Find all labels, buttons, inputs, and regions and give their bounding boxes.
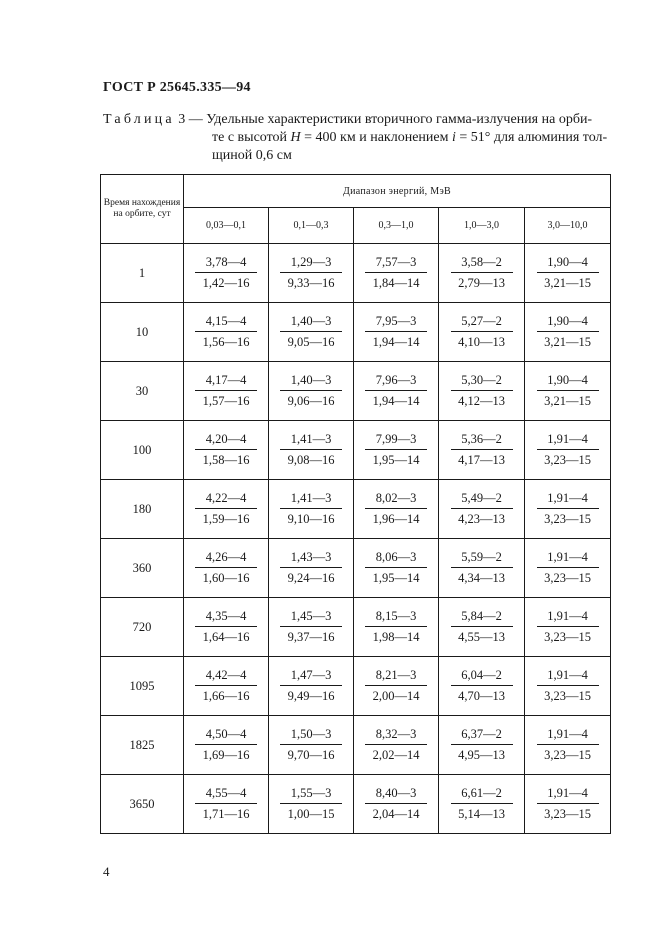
fraction-value bbox=[195, 373, 257, 409]
value-cell bbox=[525, 775, 611, 834]
fraction-value bbox=[280, 668, 342, 704]
value-cell bbox=[184, 480, 269, 539]
value-cell bbox=[269, 421, 354, 480]
fraction-denominator: 1,96—14 bbox=[372, 511, 420, 526]
page-number: 4 bbox=[103, 864, 110, 879]
table-row bbox=[101, 716, 611, 775]
value-cell bbox=[269, 716, 354, 775]
table-row bbox=[101, 480, 611, 539]
fraction-value bbox=[365, 550, 427, 586]
fraction-denominator: 1,95—14 bbox=[372, 570, 420, 585]
time-cell: 10 bbox=[101, 303, 184, 362]
fraction-denominator: 2,02—14 bbox=[372, 747, 420, 762]
value-cell bbox=[354, 362, 439, 421]
fraction-denominator: 9,33—16 bbox=[287, 275, 335, 290]
fraction-numerator: 1,43—3 bbox=[280, 550, 342, 568]
fraction-denominator: 1,64—16 bbox=[202, 629, 250, 644]
range-header-2: 0,1—0,3 bbox=[269, 208, 354, 244]
fraction-value bbox=[451, 609, 513, 645]
time-cell: 100 bbox=[101, 421, 184, 480]
value-cell bbox=[269, 657, 354, 716]
fraction-denominator: 3,21—15 bbox=[544, 275, 591, 290]
value-cell bbox=[184, 716, 269, 775]
fraction-denominator: 1,94—14 bbox=[372, 393, 420, 408]
fraction-value bbox=[195, 432, 257, 468]
fraction-value bbox=[365, 491, 427, 527]
fraction-denominator: 4,17—13 bbox=[458, 452, 505, 467]
value-cell bbox=[354, 421, 439, 480]
time-column-header: Время нахождения на орбите, сут bbox=[101, 175, 184, 244]
energy-range-header: Диапазон энергий, МэВ bbox=[184, 175, 611, 208]
fraction-value bbox=[365, 373, 427, 409]
fraction-value bbox=[280, 255, 342, 291]
fraction-denominator: 3,23—15 bbox=[544, 806, 591, 821]
fraction-denominator: 4,95—13 bbox=[458, 747, 505, 762]
fraction-value bbox=[537, 727, 599, 763]
fraction-value bbox=[451, 314, 513, 350]
fraction-numerator: 5,27—2 bbox=[451, 314, 513, 332]
caption-line3: щиной 0,6 см bbox=[212, 148, 292, 163]
fraction-value bbox=[365, 432, 427, 468]
fraction-denominator: 3,23—15 bbox=[544, 570, 591, 585]
fraction-value bbox=[537, 609, 599, 645]
fraction-denominator: 2,04—14 bbox=[372, 806, 420, 821]
range-header-3: 0,3—1,0 bbox=[354, 208, 439, 244]
fraction-numerator: 1,45—3 bbox=[280, 609, 342, 627]
fraction-denominator: 1,71—16 bbox=[202, 806, 250, 821]
time-cell: 1 bbox=[101, 244, 184, 303]
fraction-denominator: 9,24—16 bbox=[287, 570, 335, 585]
fraction-value bbox=[195, 491, 257, 527]
fraction-denominator: 1,59—16 bbox=[202, 511, 250, 526]
table-row bbox=[101, 657, 611, 716]
fraction-value bbox=[537, 786, 599, 822]
fraction-value bbox=[280, 609, 342, 645]
fraction-denominator: 9,70—16 bbox=[287, 747, 335, 762]
fraction-value bbox=[195, 314, 257, 350]
fraction-denominator: 3,23—15 bbox=[544, 511, 591, 526]
fraction-numerator: 6,04—2 bbox=[451, 668, 513, 686]
fraction-value bbox=[365, 668, 427, 704]
value-cell bbox=[439, 362, 525, 421]
fraction-denominator: 9,05—16 bbox=[287, 334, 335, 349]
table-row bbox=[101, 303, 611, 362]
fraction-numerator: 1,90—4 bbox=[537, 373, 599, 391]
value-cell bbox=[354, 657, 439, 716]
time-cell: 180 bbox=[101, 480, 184, 539]
fraction-denominator: 1,00—15 bbox=[287, 806, 335, 821]
document-header: ГОСТ Р 25645.335—94 bbox=[103, 80, 251, 95]
value-cell bbox=[354, 775, 439, 834]
value-cell bbox=[269, 244, 354, 303]
value-cell bbox=[525, 362, 611, 421]
fraction-denominator: 1,66—16 bbox=[202, 688, 250, 703]
fraction-denominator: 1,94—14 bbox=[372, 334, 420, 349]
fraction-numerator: 5,59—2 bbox=[451, 550, 513, 568]
value-cell bbox=[269, 303, 354, 362]
fraction-numerator: 7,57—3 bbox=[365, 255, 427, 273]
value-cell bbox=[525, 539, 611, 598]
table-row bbox=[101, 539, 611, 598]
fraction-numerator: 1,91—4 bbox=[537, 550, 599, 568]
table-row bbox=[101, 362, 611, 421]
fraction-denominator: 3,21—15 bbox=[544, 393, 591, 408]
fraction-value bbox=[451, 491, 513, 527]
range-header-5: 3,0—10,0 bbox=[525, 208, 611, 244]
time-cell: 720 bbox=[101, 598, 184, 657]
fraction-value bbox=[451, 373, 513, 409]
time-cell: 3650 bbox=[101, 775, 184, 834]
fraction-numerator: 7,95—3 bbox=[365, 314, 427, 332]
fraction-numerator: 6,61—2 bbox=[451, 786, 513, 804]
fraction-numerator: 4,22—4 bbox=[195, 491, 257, 509]
fraction-value bbox=[280, 786, 342, 822]
fraction-numerator: 1,91—4 bbox=[537, 432, 599, 450]
value-cell bbox=[354, 598, 439, 657]
value-cell bbox=[354, 716, 439, 775]
value-cell bbox=[269, 362, 354, 421]
fraction-numerator: 1,91—4 bbox=[537, 786, 599, 804]
fraction-denominator: 5,14—13 bbox=[458, 806, 505, 821]
time-cell: 1095 bbox=[101, 657, 184, 716]
fraction-value bbox=[365, 786, 427, 822]
caption-line1: 3 — Удельные характеристики вторичного гамма-излучения на орби- bbox=[178, 112, 593, 127]
fraction-numerator: 8,40—3 bbox=[365, 786, 427, 804]
value-cell bbox=[439, 480, 525, 539]
fraction-numerator: 5,36—2 bbox=[451, 432, 513, 450]
fraction-numerator: 8,02—3 bbox=[365, 491, 427, 509]
table-row bbox=[101, 775, 611, 834]
fraction-numerator: 7,99—3 bbox=[365, 432, 427, 450]
fraction-numerator: 1,90—4 bbox=[537, 255, 599, 273]
fraction-value bbox=[365, 727, 427, 763]
value-cell bbox=[184, 598, 269, 657]
fraction-denominator: 4,70—13 bbox=[458, 688, 505, 703]
value-cell bbox=[354, 480, 439, 539]
fraction-value bbox=[451, 786, 513, 822]
fraction-value bbox=[451, 432, 513, 468]
fraction-value bbox=[537, 373, 599, 409]
fraction-denominator: 9,10—16 bbox=[287, 511, 335, 526]
value-cell bbox=[269, 480, 354, 539]
fraction-numerator: 4,42—4 bbox=[195, 668, 257, 686]
fraction-numerator: 1,29—3 bbox=[280, 255, 342, 273]
range-header-4: 1,0—3,0 bbox=[439, 208, 525, 244]
fraction-value bbox=[365, 314, 427, 350]
fraction-value bbox=[280, 727, 342, 763]
fraction-numerator: 4,20—4 bbox=[195, 432, 257, 450]
value-cell bbox=[439, 303, 525, 362]
fraction-numerator: 4,35—4 bbox=[195, 609, 257, 627]
fraction-denominator: 3,23—15 bbox=[544, 688, 591, 703]
value-cell bbox=[439, 598, 525, 657]
fraction-numerator: 4,17—4 bbox=[195, 373, 257, 391]
value-cell bbox=[439, 716, 525, 775]
fraction-numerator: 1,40—3 bbox=[280, 314, 342, 332]
fraction-value bbox=[195, 609, 257, 645]
fraction-denominator: 1,98—14 bbox=[372, 629, 420, 644]
fraction-denominator: 4,10—13 bbox=[458, 334, 505, 349]
fraction-denominator: 9,08—16 bbox=[287, 452, 335, 467]
fraction-denominator: 1,84—14 bbox=[372, 275, 420, 290]
value-cell bbox=[184, 244, 269, 303]
value-cell bbox=[184, 539, 269, 598]
value-cell bbox=[184, 362, 269, 421]
fraction-value bbox=[537, 314, 599, 350]
fraction-denominator: 3,23—15 bbox=[544, 629, 591, 644]
fraction-numerator: 7,96—3 bbox=[365, 373, 427, 391]
fraction-numerator: 4,15—4 bbox=[195, 314, 257, 332]
time-cell: 30 bbox=[101, 362, 184, 421]
fraction-denominator: 1,58—16 bbox=[202, 452, 250, 467]
fraction-numerator: 6,37—2 bbox=[451, 727, 513, 745]
time-cell: 1825 bbox=[101, 716, 184, 775]
fraction-denominator: 3,23—15 bbox=[544, 452, 591, 467]
value-cell bbox=[439, 539, 525, 598]
fraction-denominator: 9,37—16 bbox=[287, 629, 335, 644]
time-cell: 360 bbox=[101, 539, 184, 598]
fraction-value bbox=[365, 255, 427, 291]
fraction-numerator: 1,90—4 bbox=[537, 314, 599, 332]
fraction-value bbox=[537, 668, 599, 704]
value-cell bbox=[184, 775, 269, 834]
fraction-value bbox=[365, 609, 427, 645]
fraction-denominator: 4,55—13 bbox=[458, 629, 505, 644]
value-cell bbox=[525, 657, 611, 716]
fraction-denominator: 1,60—16 bbox=[202, 570, 250, 585]
fraction-numerator: 5,84—2 bbox=[451, 609, 513, 627]
value-cell bbox=[439, 421, 525, 480]
fraction-value bbox=[195, 550, 257, 586]
value-cell bbox=[354, 303, 439, 362]
value-cell bbox=[354, 244, 439, 303]
value-cell bbox=[184, 657, 269, 716]
fraction-denominator: 4,23—13 bbox=[458, 511, 505, 526]
fraction-denominator: 9,06—16 bbox=[287, 393, 335, 408]
value-cell bbox=[525, 303, 611, 362]
fraction-numerator: 8,15—3 bbox=[365, 609, 427, 627]
value-cell bbox=[525, 598, 611, 657]
fraction-denominator: 1,95—14 bbox=[372, 452, 420, 467]
fraction-numerator: 3,58—2 bbox=[451, 255, 513, 273]
value-cell bbox=[525, 421, 611, 480]
fraction-value bbox=[280, 373, 342, 409]
value-cell bbox=[269, 775, 354, 834]
value-cell bbox=[439, 657, 525, 716]
fraction-denominator: 9,49—16 bbox=[287, 688, 335, 703]
fraction-value bbox=[537, 491, 599, 527]
fraction-numerator: 3,78—4 bbox=[195, 255, 257, 273]
fraction-numerator: 1,47—3 bbox=[280, 668, 342, 686]
fraction-value bbox=[451, 727, 513, 763]
fraction-value bbox=[537, 550, 599, 586]
fraction-value bbox=[280, 550, 342, 586]
fraction-value bbox=[537, 432, 599, 468]
fraction-numerator: 1,41—3 bbox=[280, 432, 342, 450]
fraction-numerator: 4,50—4 bbox=[195, 727, 257, 745]
table-row bbox=[101, 244, 611, 303]
fraction-numerator: 1,50—3 bbox=[280, 727, 342, 745]
table-row bbox=[101, 598, 611, 657]
table-caption bbox=[103, 111, 613, 165]
fraction-numerator: 1,91—4 bbox=[537, 609, 599, 627]
value-cell bbox=[439, 244, 525, 303]
fraction-denominator: 2,79—13 bbox=[458, 275, 505, 290]
fraction-denominator: 3,21—15 bbox=[544, 334, 591, 349]
fraction-denominator: 3,23—15 bbox=[544, 747, 591, 762]
fraction-numerator: 1,91—4 bbox=[537, 491, 599, 509]
fraction-numerator: 5,49—2 bbox=[451, 491, 513, 509]
fraction-numerator: 5,30—2 bbox=[451, 373, 513, 391]
value-cell bbox=[269, 539, 354, 598]
fraction-numerator: 1,41—3 bbox=[280, 491, 342, 509]
fraction-value bbox=[195, 786, 257, 822]
value-cell bbox=[439, 775, 525, 834]
fraction-denominator: 2,00—14 bbox=[372, 688, 420, 703]
fraction-value bbox=[195, 727, 257, 763]
fraction-denominator: 1,42—16 bbox=[202, 275, 250, 290]
fraction-numerator: 1,55—3 bbox=[280, 786, 342, 804]
fraction-numerator: 1,40—3 bbox=[280, 373, 342, 391]
caption-label: Таблица bbox=[103, 112, 175, 127]
value-cell bbox=[184, 303, 269, 362]
fraction-numerator: 8,32—3 bbox=[365, 727, 427, 745]
value-cell bbox=[269, 598, 354, 657]
fraction-numerator: 4,55—4 bbox=[195, 786, 257, 804]
table-body bbox=[101, 244, 611, 834]
fraction-value bbox=[280, 491, 342, 527]
value-cell bbox=[354, 539, 439, 598]
caption-line2: те с высотой H = 400 км и наклонением i = 51° для алюминия тол- bbox=[212, 130, 608, 145]
value-cell bbox=[184, 421, 269, 480]
fraction-denominator: 4,12—13 bbox=[458, 393, 505, 408]
fraction-value bbox=[451, 550, 513, 586]
fraction-value bbox=[451, 255, 513, 291]
fraction-value bbox=[451, 668, 513, 704]
value-cell bbox=[525, 716, 611, 775]
fraction-value bbox=[280, 432, 342, 468]
fraction-denominator: 1,57—16 bbox=[202, 393, 250, 408]
value-cell bbox=[525, 244, 611, 303]
fraction-value bbox=[537, 255, 599, 291]
fraction-value bbox=[195, 668, 257, 704]
fraction-numerator: 8,06—3 bbox=[365, 550, 427, 568]
fraction-numerator: 1,91—4 bbox=[537, 727, 599, 745]
gamma-radiation-table bbox=[100, 174, 611, 834]
fraction-numerator: 4,26—4 bbox=[195, 550, 257, 568]
fraction-value bbox=[280, 314, 342, 350]
value-cell bbox=[525, 480, 611, 539]
fraction-denominator: 1,56—16 bbox=[202, 334, 250, 349]
fraction-numerator: 8,21—3 bbox=[365, 668, 427, 686]
fraction-denominator: 1,69—16 bbox=[202, 747, 250, 762]
fraction-numerator: 1,91—4 bbox=[537, 668, 599, 686]
range-header-1: 0,03—0,1 bbox=[184, 208, 269, 244]
table-row bbox=[101, 421, 611, 480]
fraction-denominator: 4,34—13 bbox=[458, 570, 505, 585]
fraction-value bbox=[195, 255, 257, 291]
